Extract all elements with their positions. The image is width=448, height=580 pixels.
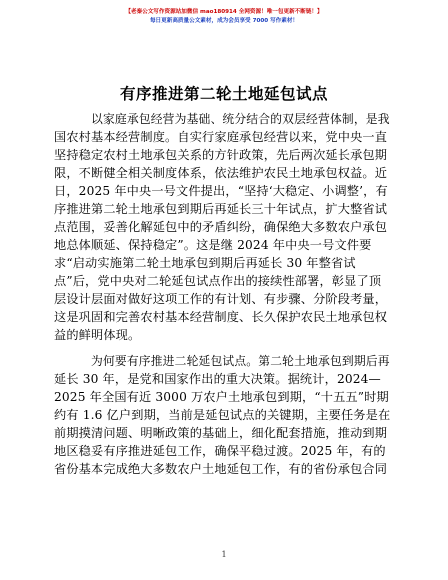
paragraph-line: 以家庭承包经营为基础、统分结合的双层经营体制，是我 [91, 112, 390, 126]
paragraph-line: 约有 1.6 亿户到期，当前是延包试点的关键期，主要任务是在 [54, 408, 391, 422]
paragraph-line: 这是巩固和完善农村基本经营制度、长久保护农民土地承包权 [54, 310, 388, 324]
paragraph-line: 前期摸清问题、明晰政策的基础上，细化配套措施，推动到期 [54, 426, 388, 440]
promo-banner-line-1: 【老秦公文写作资源站加微信 mao180914 全网资源！唯一包更新不断链！】 [125, 9, 323, 15]
paragraph-line: 日，2025 年中央一号文件提出，“坚持‘大稳定、小调整’，有 [54, 184, 388, 198]
paragraph-line: 延长 30 年，是党和国家作出的重大决策。据统计，2024— [54, 372, 381, 386]
page-number: 1 [221, 550, 227, 559]
paragraph-line: 点范围，妥善化解延包中的矛盾纠纷，确保绝大多数农户承包 [54, 220, 388, 234]
paragraph-line: 求“启动实施第二轮土地承包到期后再延长 30 年整省试 [54, 256, 356, 270]
paragraph-line: 限，不断健全相关制度体系，依法维护农民土地承包权益。近 [54, 166, 388, 180]
paragraph-line: 省份基本完成绝大多数农户土地延包工作，有的省份承包合同 [54, 462, 388, 476]
paragraph-line: 层设计层面对做好这项工作的有计划、有步骤、分阶段考量， [54, 292, 388, 306]
paragraph-line: 地总体顺延、保持稳定”。这是继 2024 年中央一号文件要 [54, 238, 372, 252]
document-title: 有序推进第二轮土地延包试点 [119, 85, 328, 103]
paragraph-line: 序推进第二轮土地承包到期后再延长三十年试点，扩大整省试 [54, 202, 388, 216]
paragraph-line: 2025 年全国有近 3000 万农户土地承包到期，“十五五”时期 [54, 390, 389, 404]
paragraph-line: 点”后，党中央对二轮延包试点作出的接续性部署，彰显了顶 [54, 274, 382, 288]
paragraph-line: 国农村基本经营制度。自实行家庭承包经营以来，党中央一直 [54, 130, 388, 144]
paragraph-line: 地区稳妥有序推进延包工作，确保平稳过渡。2025 年，有的 [54, 444, 386, 458]
promo-banner-line-2: 每日更新高质量公文素材，成为会员享受 7000 写作素材！ [149, 18, 299, 24]
paragraph-line: 益的鲜明体现。 [54, 328, 141, 342]
paragraph-line: 坚持稳定农村土地承包关系的方针政策，先后两次延长承包期 [54, 148, 388, 162]
paragraph-line: 为何要有序推进二轮延包试点。第二轮土地承包到期后再 [91, 354, 390, 368]
